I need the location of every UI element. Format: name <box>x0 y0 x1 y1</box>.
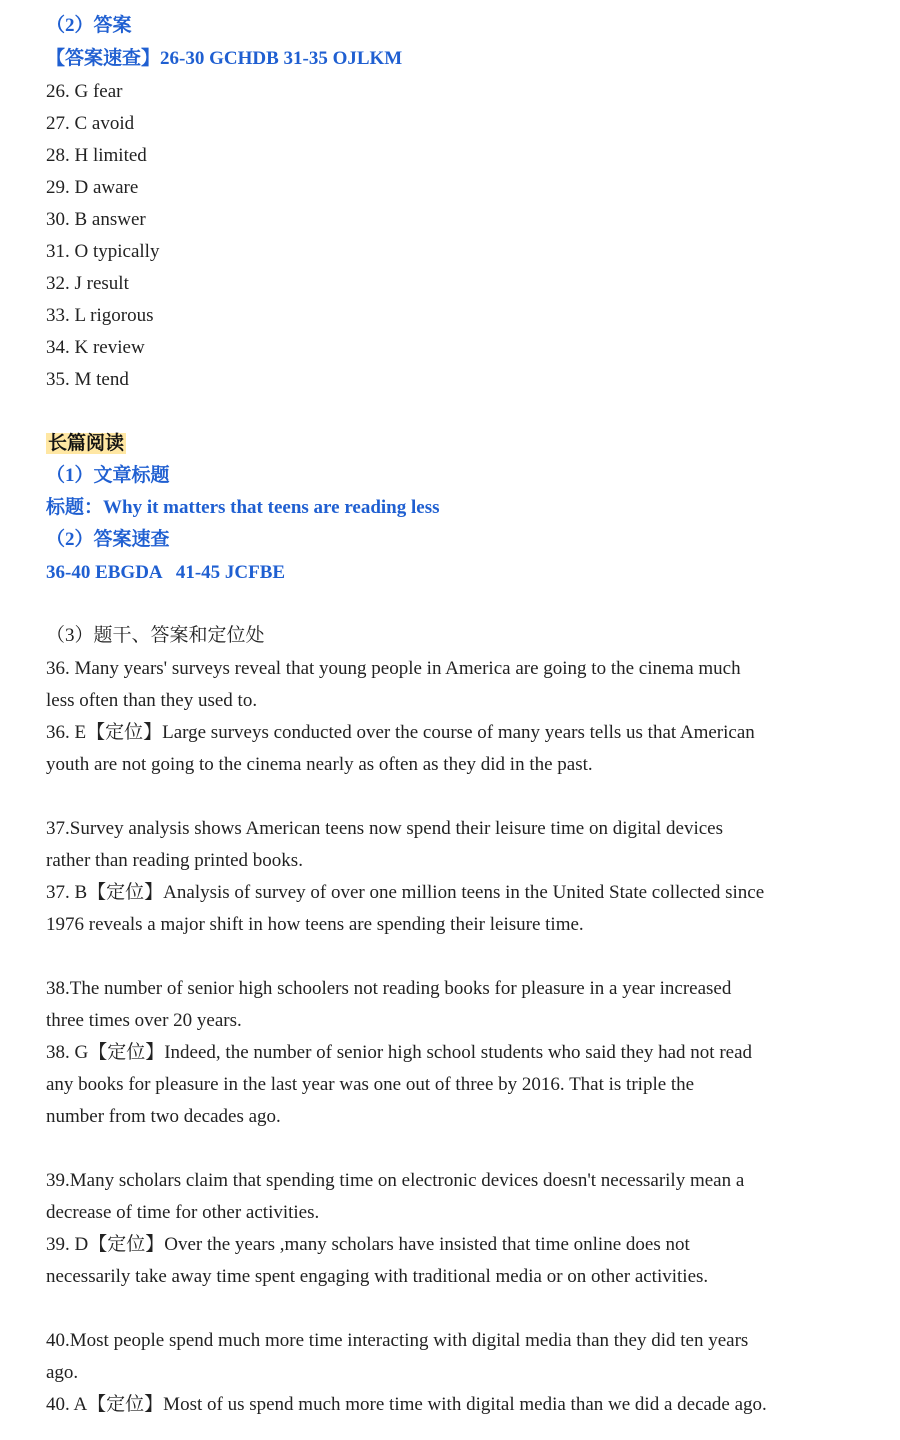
question-37: 37.Survey analysis shows American teens now spend their leisure time on digital devices rather than reading printed books. <box>46 818 723 871</box>
section-heading-long-reading <box>46 428 126 460</box>
answer-item: 26. G fear <box>46 81 123 102</box>
answer-item: 27. C avoid <box>46 113 135 134</box>
answer-item: 30. B answer <box>46 209 146 230</box>
article-title: 标题：Why it matters that teens are reading less <box>46 497 440 518</box>
locate-39: 39. D【定位】Over the years ,many scholars have insisted that time online does not necessarily take away time spent engaging with traditional media or on other activities. <box>46 1234 709 1287</box>
article-title-heading: （1）文章标题 <box>46 465 170 486</box>
answer-item: 28. H limited <box>46 145 147 166</box>
detail-heading: （3）题干、答案和定位处 <box>46 625 265 646</box>
section-tag: 长篇阅读 <box>48 433 125 454</box>
locate-38: 38. G【定位】Indeed, the number of senior high school students who said they had not read any books for pleasure in the last year was one out of three by 2016. That is triple the number from two decades ago. <box>46 1042 753 1127</box>
question-40: 40.Most people spend much more time interacting with digital media than they did ten years ago. <box>46 1330 749 1383</box>
answer-item: 33. L rigorous <box>46 305 154 326</box>
locate-37: 37. B【定位】Analysis of survey of over one million teens in the United State collected since 1976 reveals a major shift in how teens are spending their leisure time. <box>46 882 765 935</box>
locate-36: 36. E【定位】Large surveys conducted over the course of many years tells us that American youth are not going to the cinema nearly as often as they did in the past. <box>46 722 755 775</box>
answer-item: 32. J result <box>46 273 129 294</box>
answer-quick-check: 【答案速查】26-30 GCHDB 31-35 OJLKM <box>46 48 403 69</box>
quick-check-answers: 36-40 EBGDA 41-45 JCFBE <box>46 562 286 583</box>
quick-check-heading: （2）答案速查 <box>46 529 170 550</box>
question-36: 36. Many years' surveys reveal that young people in America are going to the cinema much less often than they used to. <box>46 658 741 711</box>
answer-item: 34. K review <box>46 337 145 358</box>
answer-item: 29. D aware <box>46 177 139 198</box>
answer-item: 31. O typically <box>46 241 160 262</box>
locate-40: 40. A【定位】Most of us spend much more time with digital media than we did a decade ago. <box>46 1394 767 1415</box>
question-38: 38.The number of senior high schoolers not reading books for pleasure in a year increased three times over 20 years. <box>46 978 732 1031</box>
answer-item: 35. M tend <box>46 369 129 390</box>
answer-heading: （2）答案 <box>46 15 132 36</box>
question-39: 39.Many scholars claim that spending time on electronic devices doesn't necessarily mean a decrease of time for other activities. <box>46 1170 745 1223</box>
